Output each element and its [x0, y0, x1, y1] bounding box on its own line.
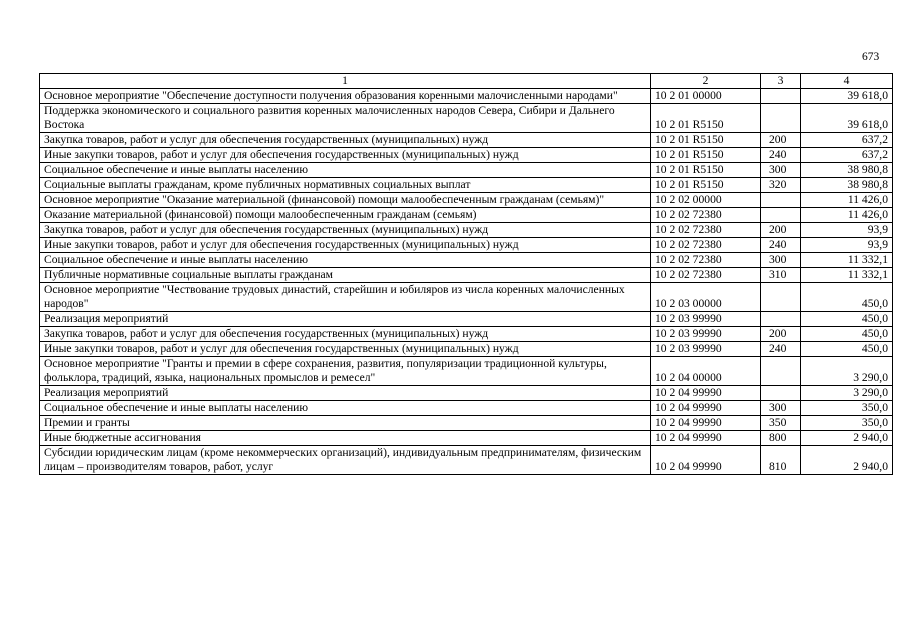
cell-name: Публичные нормативные социальные выплаты гражданам: [40, 268, 651, 283]
cell-code: 10 2 01 R5150: [651, 133, 761, 148]
cell-code: 10 2 02 72380: [651, 223, 761, 238]
cell-type: [761, 208, 801, 223]
cell-sum: 637,2: [801, 133, 893, 148]
cell-code: 10 2 03 99990: [651, 342, 761, 357]
cell-sum: 93,9: [801, 238, 893, 253]
cell-name: Основное мероприятие "Оказание материальной (финансовой) помощи малообеспеченным гражданам (семьям)": [40, 193, 651, 208]
cell-sum: 11 426,0: [801, 193, 893, 208]
table-row: [40, 89, 893, 104]
cell-name: Иные закупки товаров, работ и услуг для обеспечения государственных (муниципальных) нужд: [40, 148, 651, 163]
table-row: [40, 268, 893, 283]
cell-name: Основное мероприятие "Гранты и премии в сфере сохранения, развития, популяризации традиционной культуры, фольклора, традиций, языка, национальных промыслов и ремесел": [40, 357, 651, 386]
table-row: [40, 386, 893, 401]
column-header-sum: 4: [801, 74, 893, 89]
cell-sum: 450,0: [801, 312, 893, 327]
cell-name: Социальное обеспечение и иные выплаты населению: [40, 253, 651, 268]
table-row: [40, 193, 893, 208]
cell-sum: 38 980,8: [801, 178, 893, 193]
cell-sum: 2 940,0: [801, 446, 893, 475]
cell-code: 10 2 02 72380: [651, 268, 761, 283]
cell-sum: 11 426,0: [801, 208, 893, 223]
cell-type: [761, 357, 801, 386]
cell-type: 300: [761, 401, 801, 416]
cell-name: Социальное обеспечение и иные выплаты населению: [40, 163, 651, 178]
cell-code: 10 2 01 R5150: [651, 148, 761, 163]
table-row: [40, 253, 893, 268]
cell-name: Основное мероприятие "Чествование трудовых династий, старейшин и юбиляров из числа коренных малочисленных народов": [40, 283, 651, 312]
cell-code: 10 2 04 00000: [651, 357, 761, 386]
cell-sum: 3 290,0: [801, 357, 893, 386]
cell-type: [761, 104, 801, 133]
column-header-name: 1: [40, 74, 651, 89]
cell-code: 10 2 04 99990: [651, 401, 761, 416]
cell-code: 10 2 04 99990: [651, 446, 761, 475]
table-row: [40, 223, 893, 238]
cell-type: [761, 386, 801, 401]
cell-sum: 637,2: [801, 148, 893, 163]
table-row: [40, 327, 893, 342]
cell-sum: 450,0: [801, 327, 893, 342]
cell-name: Реализация мероприятий: [40, 386, 651, 401]
cell-code: 10 2 01 R5150: [651, 178, 761, 193]
cell-type: 240: [761, 238, 801, 253]
cell-name: Социальное обеспечение и иные выплаты населению: [40, 401, 651, 416]
cell-type: 310: [761, 268, 801, 283]
cell-code: 10 2 01 00000: [651, 89, 761, 104]
table-row: [40, 416, 893, 431]
cell-name: Иные закупки товаров, работ и услуг для обеспечения государственных (муниципальных) нужд: [40, 238, 651, 253]
table-row: [40, 104, 893, 133]
cell-code: 10 2 02 72380: [651, 208, 761, 223]
cell-type: 300: [761, 253, 801, 268]
cell-sum: 93,9: [801, 223, 893, 238]
table-row: [40, 283, 893, 312]
table-header-row: [40, 74, 893, 89]
cell-code: 10 2 03 00000: [651, 283, 761, 312]
cell-sum: 450,0: [801, 342, 893, 357]
cell-sum: 38 980,8: [801, 163, 893, 178]
cell-code: 10 2 01 R5150: [651, 163, 761, 178]
cell-type: 350: [761, 416, 801, 431]
cell-code: 10 2 04 99990: [651, 386, 761, 401]
column-header-code: 2: [651, 74, 761, 89]
cell-name: Субсидии юридическим лицам (кроме некоммерческих организаций), индивидуальным предпринимателям, физическим лицам – производителям товаров, работ, услуг: [40, 446, 651, 475]
table-row: [40, 238, 893, 253]
cell-type: [761, 193, 801, 208]
cell-type: 200: [761, 327, 801, 342]
cell-sum: 3 290,0: [801, 386, 893, 401]
cell-code: 10 2 02 00000: [651, 193, 761, 208]
cell-type: [761, 283, 801, 312]
cell-sum: 11 332,1: [801, 253, 893, 268]
cell-type: 320: [761, 178, 801, 193]
table-row: [40, 133, 893, 148]
cell-type: 240: [761, 342, 801, 357]
cell-code: 10 2 02 72380: [651, 253, 761, 268]
table-row: [40, 163, 893, 178]
cell-name: Оказание материальной (финансовой) помощи малообеспеченным гражданам (семьям): [40, 208, 651, 223]
cell-type: [761, 312, 801, 327]
cell-code: 10 2 01 R5150: [651, 104, 761, 133]
cell-code: 10 2 04 99990: [651, 416, 761, 431]
cell-name: Иные закупки товаров, работ и услуг для обеспечения государственных (муниципальных) нужд: [40, 342, 651, 357]
cell-sum: 350,0: [801, 401, 893, 416]
cell-code: 10 2 04 99990: [651, 431, 761, 446]
table-row: [40, 401, 893, 416]
cell-name: Премии и гранты: [40, 416, 651, 431]
table-row: [40, 357, 893, 386]
cell-sum: 39 618,0: [801, 89, 893, 104]
cell-sum: 450,0: [801, 283, 893, 312]
cell-sum: 39 618,0: [801, 104, 893, 133]
table-row: [40, 431, 893, 446]
table-row: [40, 148, 893, 163]
cell-type: 200: [761, 133, 801, 148]
cell-type: [761, 89, 801, 104]
cell-name: Закупка товаров, работ и услуг для обеспечения государственных (муниципальных) нужд: [40, 223, 651, 238]
table-row: [40, 446, 893, 475]
page-number: 673: [862, 51, 880, 63]
cell-type: 810: [761, 446, 801, 475]
cell-type: 800: [761, 431, 801, 446]
budget-table: [39, 73, 893, 475]
cell-sum: 2 940,0: [801, 431, 893, 446]
cell-type: 300: [761, 163, 801, 178]
cell-name: Иные бюджетные ассигнования: [40, 431, 651, 446]
column-header-type: 3: [761, 74, 801, 89]
cell-type: 240: [761, 148, 801, 163]
cell-name: Основное мероприятие "Обеспечение доступности получения образования коренными малочисленными народами": [40, 89, 651, 104]
cell-code: 10 2 03 99990: [651, 327, 761, 342]
table-row: [40, 342, 893, 357]
cell-name: Социальные выплаты гражданам, кроме публичных нормативных социальных выплат: [40, 178, 651, 193]
cell-sum: 350,0: [801, 416, 893, 431]
cell-sum: 11 332,1: [801, 268, 893, 283]
table-row: [40, 208, 893, 223]
table-row: [40, 312, 893, 327]
table-row: [40, 178, 893, 193]
cell-code: 10 2 03 99990: [651, 312, 761, 327]
cell-name: Закупка товаров, работ и услуг для обеспечения государственных (муниципальных) нужд: [40, 133, 651, 148]
cell-name: Поддержка экономического и социального развития коренных малочисленных народов Севера, Сибири и Дальнего Востока: [40, 104, 651, 133]
cell-type: 200: [761, 223, 801, 238]
cell-code: 10 2 02 72380: [651, 238, 761, 253]
cell-name: Реализация мероприятий: [40, 312, 651, 327]
cell-name: Закупка товаров, работ и услуг для обеспечения государственных (муниципальных) нужд: [40, 327, 651, 342]
